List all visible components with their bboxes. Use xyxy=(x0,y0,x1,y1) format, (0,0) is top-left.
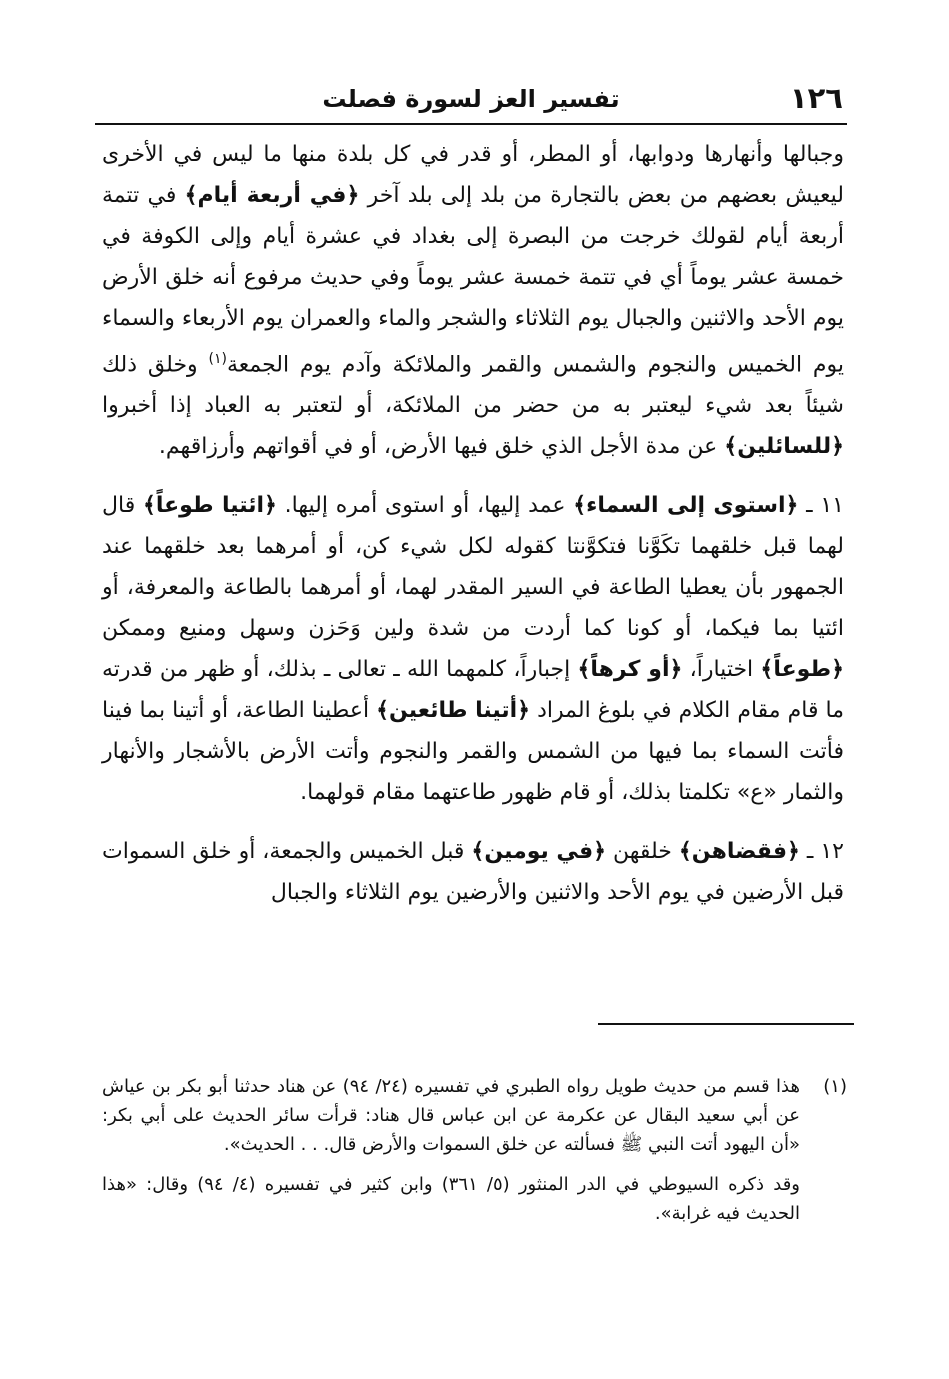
page-number: ١٢٦ xyxy=(789,81,843,115)
body-text xyxy=(102,134,844,913)
quran-quote: ﴿استوى إلى السماء﴾ xyxy=(573,493,799,519)
footnote-text: هذا قسم من حديث طويل رواه الطبري في تفسيره (٢٤/ ٩٤) عن هناد حدثنا أبو بكر بن عياش عن أبي سعيد البقال عن عكرمة عن ابن عباس قال هناد: قرأت سائر الحديث على أبي بكر: «أن اليهود أتت النبي ﷺ فسألته عن خلق السموات والأرض قال. . . الحديث». xyxy=(102,1076,800,1155)
text-run: ١٢ ـ xyxy=(799,839,844,865)
footnote-item xyxy=(102,1072,847,1159)
paragraph xyxy=(102,485,844,813)
quran-quote: ﴿أتينا طائعين﴾ xyxy=(376,698,531,724)
text-run: قبل الخميس والجمعة، أو خلق السموات قبل الأرضين في يوم الأحد والاثنين والأرضين يوم الثلاثاء والجبال xyxy=(102,839,844,906)
text-run: وخلق ذلك شيئاً بعد شيء ليعتبر به من حضر من الملائكة، أو لتعتبر به العباد إذا أخبروا xyxy=(102,352,844,419)
quran-quote: ﴿فقضاهن﴾ xyxy=(678,839,800,865)
footnotes xyxy=(102,1072,847,1228)
quran-quote: ﴿للسائلين﴾ xyxy=(724,434,844,460)
quran-quote: ﴿في يومين﴾ xyxy=(471,839,606,865)
footnote-rule xyxy=(598,1023,854,1025)
text-run: إجباراً، كلمهما الله ـ تعالى ـ بذلك، أو ظهر من قدرته ما قام مقام الكلام في بلوغ المراد xyxy=(102,657,844,724)
running-title: تفسير العز لسورة فصلت xyxy=(322,85,620,113)
text-run: وجبالها وأنهارها ودوابها، أو المطر، أو قدر في كل بلدة منها ما ليس في الأخرى ليعيش بعضهم من بعض بالتجارة من بلد إلى بلد آخر xyxy=(102,142,844,208)
quran-quote: ﴿ائتيا طوعاً﴾ xyxy=(142,493,277,519)
header-rule xyxy=(95,123,847,125)
quran-quote: ﴿في أربعة أيام﴾ xyxy=(184,183,360,208)
footnote-reference: (١) xyxy=(208,351,227,367)
text-run: عمد إليها، أو استوى أمره إليها. xyxy=(276,493,574,519)
page-header xyxy=(95,76,847,120)
text-run: ١١ ـ xyxy=(798,493,844,519)
text-run: في تتمة أربعة أيام لقولك خرجت من البصرة إلى بغداد في عشرة أيام وإلى الكوفة في خمسة عشر يوماً أي في تتمة خمسة عشر يوماً وفي حديث مرفوع أنه خلق الأرض يوم الأحد والاثنين والجبال يوم الثلاثاء والشجر والماء والعمران يوم الأربعاء والسماء يوم الخميس والنجوم والشمس والقمر والملائكة وآدم يوم الجمعة xyxy=(102,183,844,378)
text-run: عن مدة الأجل الذي خلق فيها الأرض، أو في أقواتهم وأرزاقهم. xyxy=(158,434,725,460)
footnote-marker: (١) xyxy=(823,1076,847,1097)
paragraph xyxy=(102,831,844,913)
quran-quote: ﴿طوعاً﴾ xyxy=(760,657,845,683)
text-run: أعطينا الطاعة، أو أتينا بما فينا فأتت السماء بما فيها من الشمس والقمر والنجوم وأتت الأرض بالأشجار والأنهار والثمار «ع» تكلمتا بذلك، أو قام ظهور طاعتهما مقام قولهما. xyxy=(102,698,844,806)
paragraph xyxy=(102,134,844,467)
quran-quote: ﴿أو كرهاً﴾ xyxy=(577,657,683,683)
text-run: قال لهما قبل خلقهما تكَوَّنا فتكوَّنتا كقوله لكل شيء كن، أو أمرهما بعد خلقهما عند الجمهور بأن يعطيا الطاعة في السير المقدر لهما، أو أمرهما بالطاعة والمعرفة، أو ائتيا بما فيكما، أو كونا كما أردت من شدة ولين وَحَزن وسهل ومنيع وممكن xyxy=(102,493,844,642)
text-run: اختياراً، xyxy=(682,657,761,683)
text-run: خلقهن xyxy=(605,839,679,865)
footnote-continuation: وقد ذكره السيوطي في الدر المنثور (٥/ ٣٦١) وابن كثير في تفسيره (٤/ ٩٤) وقال: «هذا الحديث فيه غرابة». xyxy=(102,1174,800,1224)
